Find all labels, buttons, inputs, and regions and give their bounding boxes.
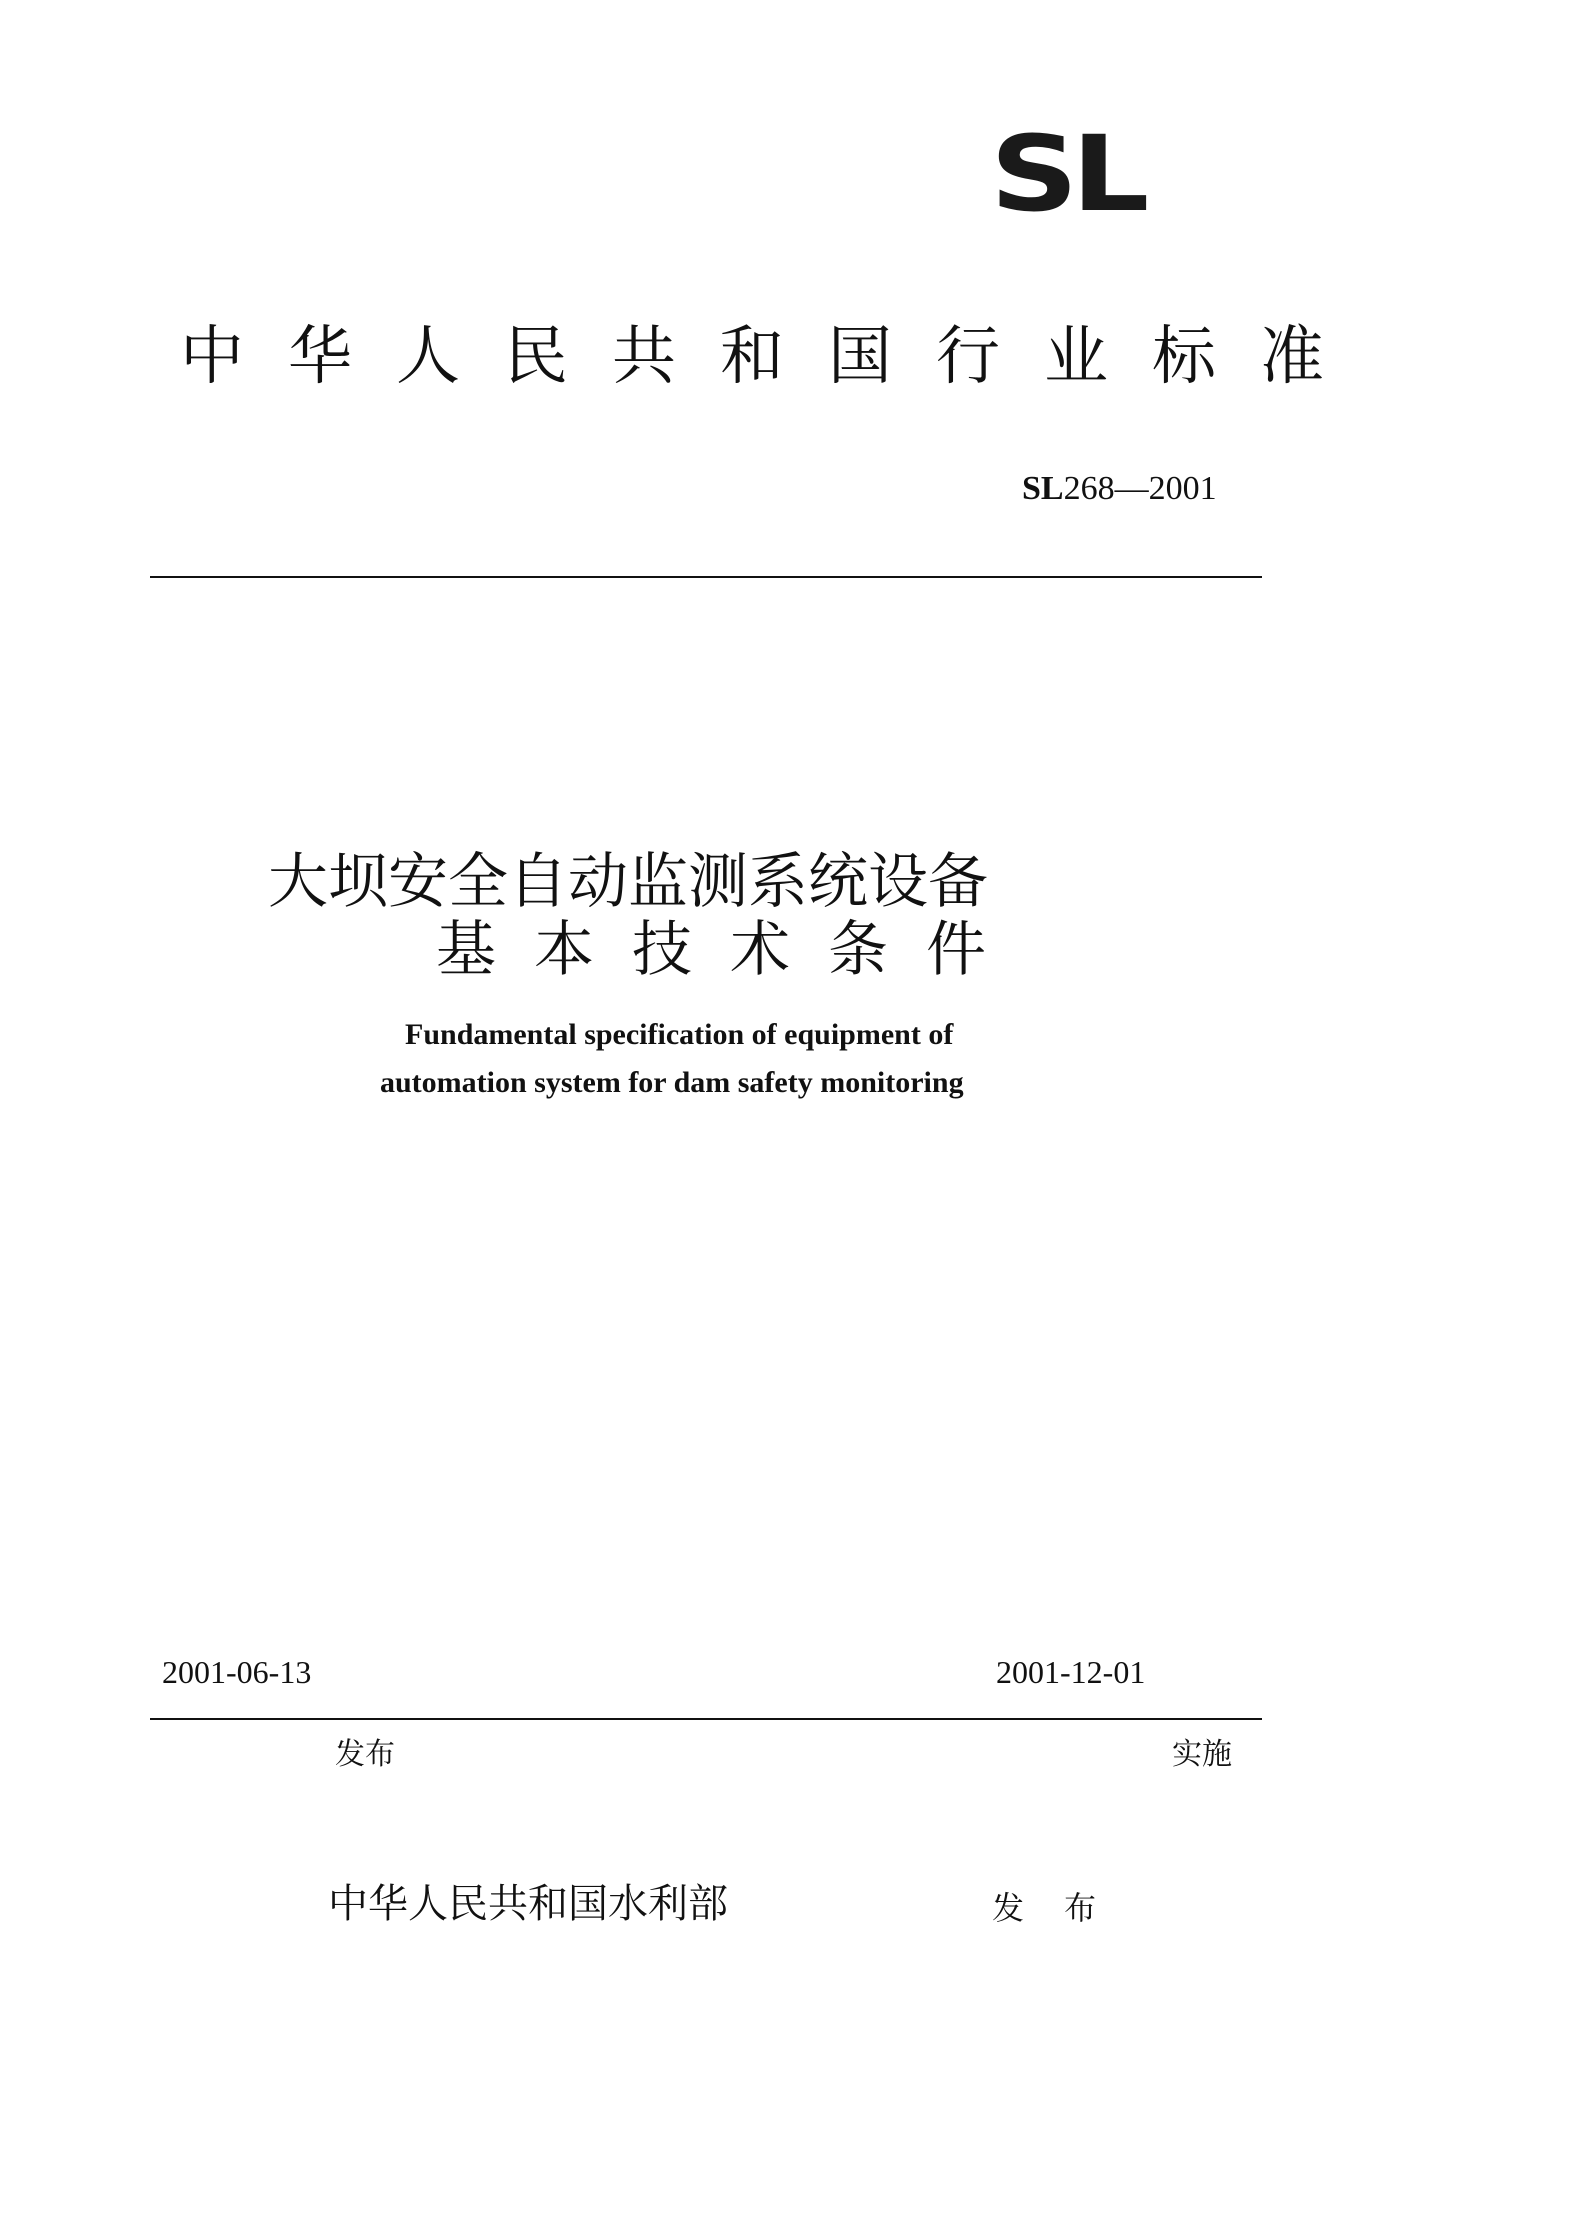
publish-label: 发布 [992,1889,1137,1927]
implementation-date: 2001-12-01 [996,1654,1146,1690]
standard-number-code: 268—2001 [1063,470,1217,507]
standard-logo: SL [990,113,1143,235]
standard-number [1022,472,1217,506]
top-divider [150,576,1262,578]
document-title-cn-line1: 大坝安全自动监测系统设备 [268,847,988,917]
bottom-divider [150,1718,1262,1720]
document-title-cn-line2: 基本技术条件 [436,915,1024,985]
issue-date: 2001-06-13 [162,1654,312,1690]
document-title-en-line2: automation system for dam safety monitoring [380,1066,964,1099]
industry-standard-title: 中华人民共和国行业标准 [180,320,1368,394]
issue-label: 发布 [335,1737,395,1772]
document-title-en-line1: Fundamental specification of equipment of [405,1018,954,1051]
implementation-label: 实施 [1172,1737,1232,1772]
publisher-name: 中华人民共和国水利部 [328,1881,728,1927]
standard-number-prefix: SL [1022,470,1064,507]
